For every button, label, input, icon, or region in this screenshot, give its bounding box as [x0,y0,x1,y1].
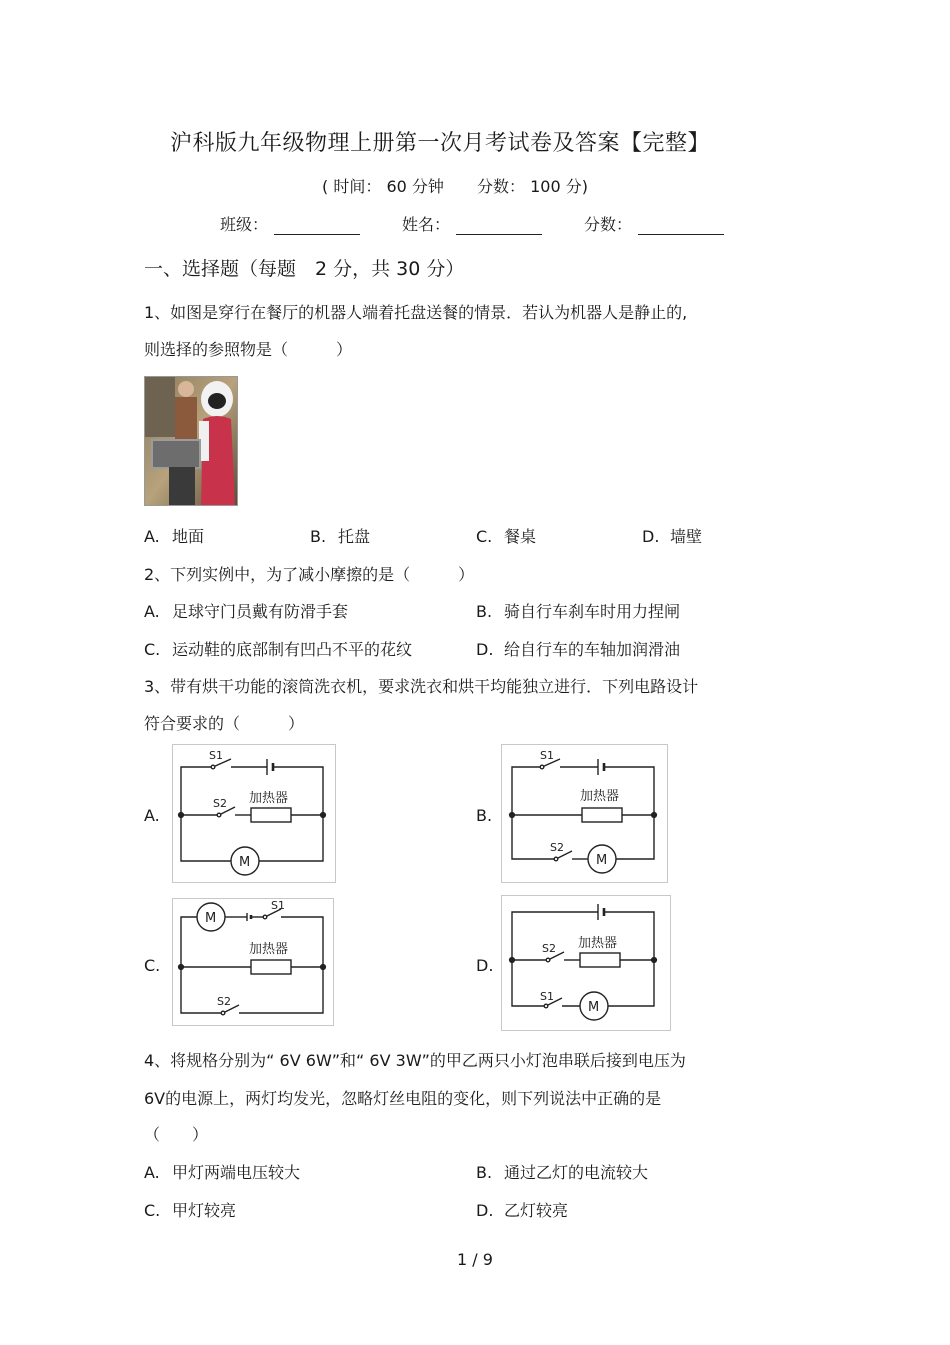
circuit-c-diagram [172,898,334,1026]
name-label: 姓名： [402,215,451,234]
q4-option-b[interactable]: B. 通过乙灯的电流较大 [476,1163,649,1182]
circuit-b-motor-label: M [596,853,608,868]
q4-stem-line2: 6V的电源上，两灯均发光，忽略灯丝电阻的变化，则下列说法中正确的是 [144,1089,662,1108]
q2-option-c[interactable]: C. 运动鞋的底部制有凹凸不平的花纹 [144,640,413,659]
circuit-d-heater-label: 加热器 [578,936,618,951]
q2-option-a[interactable]: A. 足球守门员戴有防滑手套 [144,602,349,621]
q2-stem: 2、下列实例中，为了减小摩擦的是（ ） [144,565,475,584]
exam-time: ( 时间： 60 分钟 [322,177,444,196]
q3-stem-line2: 符合要求的（ ） [144,714,305,733]
score-label: 分数： [584,215,633,234]
circuit-a-heater-label: 加热器 [249,791,289,806]
q2-option-b[interactable]: B. 骑自行车刹车时用力捏闸 [476,602,681,621]
exam-meta [0,174,910,197]
q4-stem-line3: （ ） [144,1125,209,1144]
q3-option-c-label[interactable]: C. [144,956,161,975]
class-field [220,212,360,235]
q3-option-b-label[interactable]: B. [476,806,493,825]
circuit-d-s2-label: S2 [542,942,556,955]
class-label: 班级： [220,215,269,234]
q1-option-d[interactable]: D. 墙壁 [642,527,703,546]
exam-total-score: 分数： 100 分) [477,177,588,196]
circuit-b-s2-label: S2 [550,841,564,854]
q4-stem-line1: 4、将规格分别为“ 6V 6W”和“ 6V 3W”的甲乙两只小灯泡串联后接到电压为 [144,1051,686,1070]
section-heading: 一、选择题（每题 2 分，共 30 分） [144,258,465,280]
circuit-d-motor-label: M [588,1000,600,1015]
robot-waiter-photo [144,376,238,506]
q1-stem-line1: 1、如图是穿行在餐厅的机器人端着托盘送餐的情景．若认为机器人是静止的, [144,303,688,322]
q1-option-b[interactable]: B. 托盘 [310,527,371,546]
q1-option-c[interactable]: C. 餐桌 [476,527,537,546]
page-number: 1 / 9 [457,1250,493,1269]
q3-option-a-label[interactable]: A. [144,806,160,825]
q3-stem-line1: 3、带有烘干功能的滚筒洗衣机，要求洗衣和烘干均能独立进行．下列电路设计 [144,677,699,696]
q1-stem-line2: 则选择的参照物是（ ） [144,340,353,359]
q1-option-a[interactable]: A. 地面 [144,527,205,546]
circuit-c-heater-label: 加热器 [249,942,289,957]
score-field [584,212,724,235]
q2-option-d[interactable]: D. 给自行车的车轴加润滑油 [476,640,681,659]
q4-option-a[interactable]: A. 甲灯两端电压较大 [144,1163,301,1182]
class-blank [274,216,360,235]
score-blank [638,216,724,235]
q4-option-d[interactable]: D. 乙灯较亮 [476,1201,569,1220]
circuit-a-diagram [172,744,336,883]
name-blank [456,216,542,235]
circuit-a-s2-label: S2 [213,797,227,810]
q4-option-c[interactable]: C. 甲灯较亮 [144,1201,237,1220]
circuit-a-s1-label: S1 [209,749,223,762]
circuit-b-s1-label: S1 [540,749,554,762]
circuit-d-diagram [501,895,671,1031]
circuit-d-s1-label: S1 [540,990,554,1003]
circuit-a-motor-label: M [239,855,251,870]
circuit-c-s2-label: S2 [217,995,231,1008]
name-field [402,212,542,235]
circuit-b-diagram [501,744,668,883]
circuit-b-heater-label: 加热器 [580,789,620,804]
circuit-c-motor-label: M [205,911,217,926]
circuit-c-s1-label: S1 [271,899,285,912]
q3-option-d-label[interactable]: D. [476,956,494,975]
page-title: 沪科版九年级物理上册第一次月考试卷及答案【完整】 [169,131,710,156]
